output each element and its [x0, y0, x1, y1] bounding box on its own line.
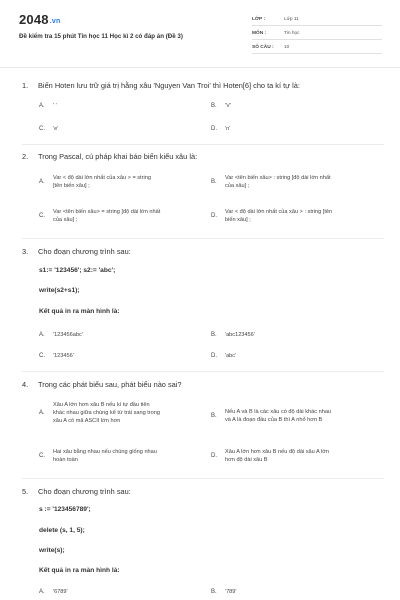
option-text: Xâu A lớn hơn xâu B nếu độ dài xâu A lớn hơn độ dài xâu B — [225, 449, 329, 464]
meta-label: LỚP : — [252, 17, 266, 22]
question-2 — [22, 152, 197, 161]
meta-question-count — [252, 41, 382, 54]
meta-value: Lớp 11 — [284, 17, 299, 22]
question-divider — [22, 371, 384, 372]
option-text: Nếu A và B là các xâu có độ dài khác nhau và A là đoạn đầu của B thì A nhỏ hơn B — [225, 409, 332, 424]
option-letter: B. — [211, 332, 217, 338]
option-letter: A. — [39, 332, 45, 338]
option-letter: A. — [39, 410, 45, 416]
question-number: 3. — [22, 247, 29, 256]
option-letter: A. — [39, 179, 45, 185]
question-divider — [22, 478, 384, 479]
option-letter: D. — [211, 353, 217, 359]
code-line: s1:= '123456'; s2:= 'abc'; — [39, 267, 116, 274]
option-letter: D. — [211, 453, 217, 459]
option-text: '789' — [225, 589, 237, 595]
question-text: Biến Hoten lưu trữ giá trị hằng xâu 'Nguyen Van Troi' thì Hoten[6] cho ta kí tự là: — [38, 81, 300, 90]
question-text: Trong các phát biểu sau, phát biểu nào sai? — [38, 380, 182, 389]
option-text: '123456abc' — [53, 332, 83, 338]
option-text: Xâu A lớn hơn xâu B nếu kí tự đầu tiên khác nhau giữa chúng kể từ trái sang trong xâu A có mã ASCII lớn hơn — [53, 402, 160, 425]
option-text: 'e' — [53, 126, 59, 132]
question-4 — [22, 380, 182, 389]
option-letter: A. — [39, 589, 45, 595]
code-line: write(s); — [39, 547, 65, 554]
option-letter: B. — [211, 103, 217, 109]
exam-title: Đề kiểm tra 15 phút Tin học 11 Học kì 2 có đáp án (Đề 3) — [19, 33, 183, 40]
question-number: 4. — [22, 380, 29, 389]
question-text: Trong Pascal, cú pháp khai báo biến kiểu xâu là: — [38, 152, 198, 161]
meta-class — [252, 13, 382, 26]
option-text: Var <tên biến xâu> : string [độ dài lớn nhất của xâu] ; — [225, 175, 331, 190]
option-letter: D. — [211, 213, 217, 219]
option-text: '123456' — [53, 353, 74, 359]
option-letter: C. — [39, 453, 45, 459]
logo-suffix: .vn — [49, 18, 61, 25]
option-letter: A. — [39, 103, 45, 109]
question-divider — [22, 238, 384, 239]
meta-value: 10 — [284, 45, 290, 50]
question-text: Cho đoạn chương trình sau: — [38, 487, 131, 496]
option-letter: C. — [39, 353, 45, 359]
option-letter: C. — [39, 213, 45, 219]
option-letter: B. — [211, 179, 217, 185]
option-text: 'abc123456' — [225, 332, 255, 338]
header-divider — [0, 67, 400, 68]
question-number: 2. — [22, 152, 29, 161]
question-number: 5. — [22, 487, 29, 496]
question-5 — [22, 487, 131, 496]
question-3 — [22, 247, 131, 256]
option-text: Var < độ dài lớn nhất của xâu > : string [tên biến xâu] ; — [225, 209, 333, 224]
logo-main: 2048 — [19, 12, 49, 27]
option-text: Hai xâu bằng nhau nếu chúng giống nhau hoàn toàn — [53, 449, 157, 464]
code-line: s := '123456789'; — [39, 506, 91, 513]
option-text: Var < độ dài lớn nhất của xâu > = string [tên biến xâu] ; — [53, 175, 151, 190]
option-letter: D. — [211, 126, 217, 132]
meta-subject — [252, 27, 382, 40]
meta-value: Tin học — [284, 31, 300, 36]
page-header — [0, 0, 400, 66]
option-letter: C. — [39, 126, 45, 132]
option-letter: B. — [211, 589, 217, 595]
code-line: delete (s, 1, 5); — [39, 527, 85, 534]
site-logo[interactable] — [19, 12, 60, 27]
question-text: Cho đoạn chương trình sau: — [38, 247, 131, 256]
option-letter: B. — [211, 413, 217, 419]
option-text: 'n' — [225, 126, 231, 132]
code-prompt: Kết quả in ra màn hình là: — [39, 567, 120, 574]
code-line: write(s2+s1); — [39, 287, 80, 294]
meta-label: MÔN : — [252, 31, 267, 36]
meta-label: SỐ CÂU : — [252, 45, 274, 50]
option-text: 'V' — [225, 103, 231, 109]
option-text: '6789' — [53, 589, 68, 595]
option-text: 'abc' — [225, 353, 237, 359]
question-1 — [22, 81, 300, 90]
option-text: Var <tên biến xâu> = string [độ dài lớn nhất của xâu] ; — [53, 209, 161, 224]
option-text: ' ' — [53, 103, 57, 109]
question-divider — [22, 144, 384, 145]
question-number: 1. — [22, 81, 29, 90]
code-prompt: Kết quả in ra màn hình là: — [39, 308, 120, 315]
